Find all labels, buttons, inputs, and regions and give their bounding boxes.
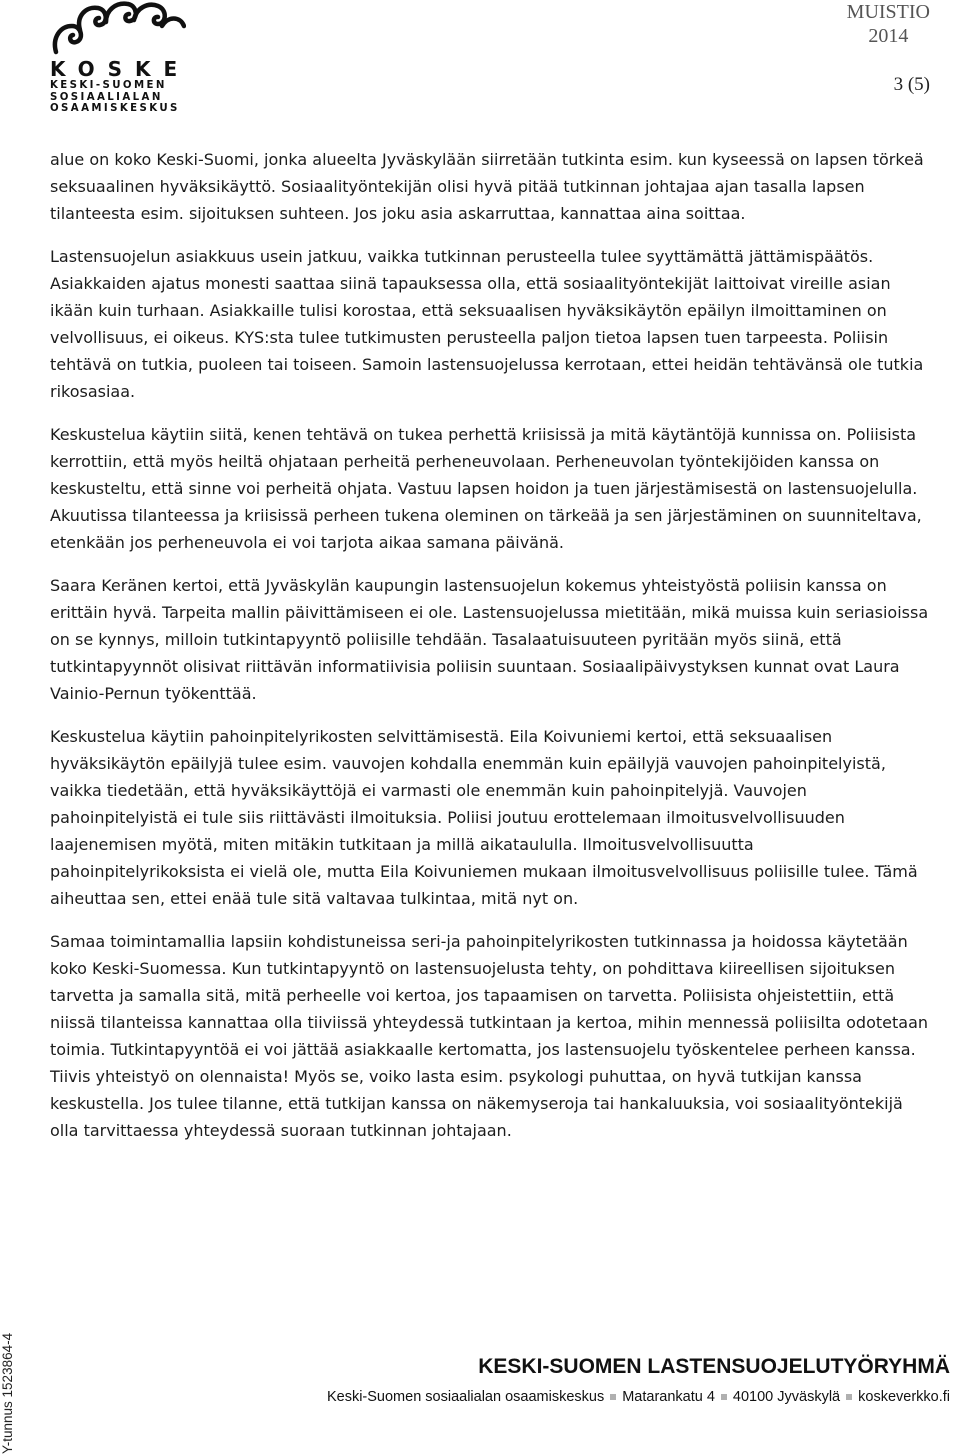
- footer-city: 40100 Jyväskylä: [732, 1389, 841, 1405]
- body-paragraph: Keskustelua käytiin siitä, kenen tehtävä on tukea perhettä kriisissä ja mitä käytäntöjä kunnissa on. Poliisista kerrottiin, että myös heiltä ohjataan perheitä perheneuvolaan. Perheneuvolan työntekijöiden kanssa on keskusteltu, että sinne voi perheitä ohjata. Vastuu lapsen hoidon ja tuen järjestämisestä on lastensuojelulla. Akuutissa tilanteessa ja kriisissä perheen tukena oleminen on tärkeää ja sen järjestäminen on suunniteltava, etenkään jos perheneuvola ei voi tarjota aikaa samana päivänä.: [50, 425, 922, 552]
- body-paragraph: Lastensuojelun asiakkuus usein jatkuu, vaikka tutkinnan perusteella tulee syyttämättä jättämispäätös. Asiakkaiden ajatus monesti saattaa siinä tapauksessa olla, että sosiaalityöntekijät laittoivat vireille asian ikään kuin turhaan. Asiakkaille tulisi korostaa, että seksuaalisen hyväksikäytön epäilyn ilmoittaminen on velvollisuus, ei oikeus. KYS:sta tulee tutkimusten perusteella paljon tietoa lapsen tuen tarpeesta. Poliisin tehtävä on tutkia, puoleen tai toiseen. Samoin lastensuojelussa kerrotaan, ettei heidän tehtävänsä ole tutkia rikosasiaa.: [50, 247, 924, 401]
- footer-org-name: Keski-Suomen sosiaalialan osaamiskeskus: [326, 1389, 605, 1405]
- logo-line-1: KESKI-SUOMEN: [50, 80, 167, 91]
- body-paragraph: alue on koko Keski-Suomi, jonka alueelta Jyväskylään siirretään tutkinta esim. kun kyseessä on lapsen törkeä seksuaalinen hyväksikäyttö. Sosiaalityöntekijän olisi hyvä pitää tutkinnan johtajaa ajan tasalla lapsen tilanteesta esim. sijoituksen suhteen. Jos joku asia askarruttaa, kannattaa aina soittaa.: [50, 150, 924, 223]
- koske-logo: [50, 0, 191, 118]
- footer-street: Matarankatu 4: [622, 1389, 715, 1405]
- footer-contact-line: [327, 1388, 950, 1406]
- footer-org-title: KESKI-SUOMEN LASTENSUOJELUTYÖRYHMÄ: [478, 1355, 950, 1378]
- document-type: MUISTIO: [846, 1, 930, 23]
- square-bullet-icon: [721, 1394, 727, 1400]
- body-paragraph: Keskustelua käytiin pahoinpitelyrikosten selvittämisestä. Eila Koivuniemi kertoi, että seksuaalisen hyväksikäytön epäilyjä tulee esim. vauvojen kohdalla enemmän kuin epäilyjä vauvojen pahoinpitelyistä, vaikka tiedetään, että hyväksikäyttöjä ei varmasti ole enemmän kuin pahoinpitelyjä. Vauvojen pahoinpitelyistä ei tule siis riittävästi ilmoituksia. Poliisi joutuu erottelemaan ilmoitusvelvollisuuden laajenemisen myötä, miten mitäkin tutkitaan ja millä aikataululla. Ilmoitusvelvollisuutta pahoinpitelyrikoksista ei vielä ole, mutta Eila Koivuniemen mukaan ilmoitusvelvollisuus poliisille tulee. Tämä aiheuttaa sen, ettei enää tule sitä valtavaa tulkintaa, mitä nyt on.: [50, 727, 918, 908]
- body-paragraph: Samaa toimintamallia lapsiin kohdistuneissa seri-ja pahoinpitelyrikosten tutkinnassa ja hoidossa käytetään koko Keski-Suomessa. Kun tutkintapyyntö on lastensuojelusta tehty, on pohdittava kiireellisen sijoituksen tarvetta ja samalla sitä, mitä perheelle voi kertoa, jos tapaamisen on tarvetta. Poliisista ohjeistettiin, että niissä tilanteissa kannattaa olla tiiviissä yhteydessä tutkintaan ja kertoa, mihin mennessä poliisilta odotetaan toimia. Tutkintapyyntöä ei voi jättää asiakkaalle kertomatta, jos lastensuojelu työskentelee perheen kanssa. Tiivis yhteistyö on olennaista! Myös se, voiko lasta esim. psykologi puhuttaa, on hyvä tutkijan kanssa keskustella. Jos tulee tilanne, että tutkijan kanssa on näkemyseroja tai hankaluuksia, voi sosiaalityöntekijä olla tarvittaessa yhteydessä suoraan tutkinnan johtajaan.: [50, 932, 929, 1140]
- spiral-emblem-icon: [50, 0, 186, 58]
- square-bullet-icon: [610, 1394, 616, 1400]
- document-body: [50, 146, 930, 1160]
- logo-line-2: SOSIAALIALAN: [50, 91, 163, 103]
- logo-line-3: OSAAMISKESKUS: [50, 103, 180, 114]
- page-number: 3 (5): [893, 74, 930, 95]
- business-id-vertical: Y-tunnus 1523864-4: [0, 1332, 15, 1454]
- body-paragraph: Saara Keränen kertoi, että Jyväskylän kaupungin lastensuojelun kokemus yhteistyöstä poliisin kanssa on erittäin hyvä. Tarpeita mallin päivittämiseen ei ole. Lastensuojelussa mietitään, mikä muissa kuin seriasioissa on se kynnys, milloin tutkintapyyntö poliisille tehdään. Tasalaatuisuuteen pyritään myös siinä, että tutkintapyynnöt olisivat riittävän informatiivisia poliisin suuntaan. Sosiaalipäivystyksen kunnat ovat Laura Vainio-Pernun työkenttää.: [50, 576, 929, 703]
- square-bullet-icon: [846, 1394, 852, 1400]
- footer-website[interactable]: koskeverkko.fi: [858, 1389, 950, 1405]
- document-year: 2014: [868, 25, 909, 47]
- logo-wordmark: [50, 58, 190, 115]
- document-type-heading: [847, 0, 930, 48]
- logo-name: KOSKE: [50, 57, 191, 81]
